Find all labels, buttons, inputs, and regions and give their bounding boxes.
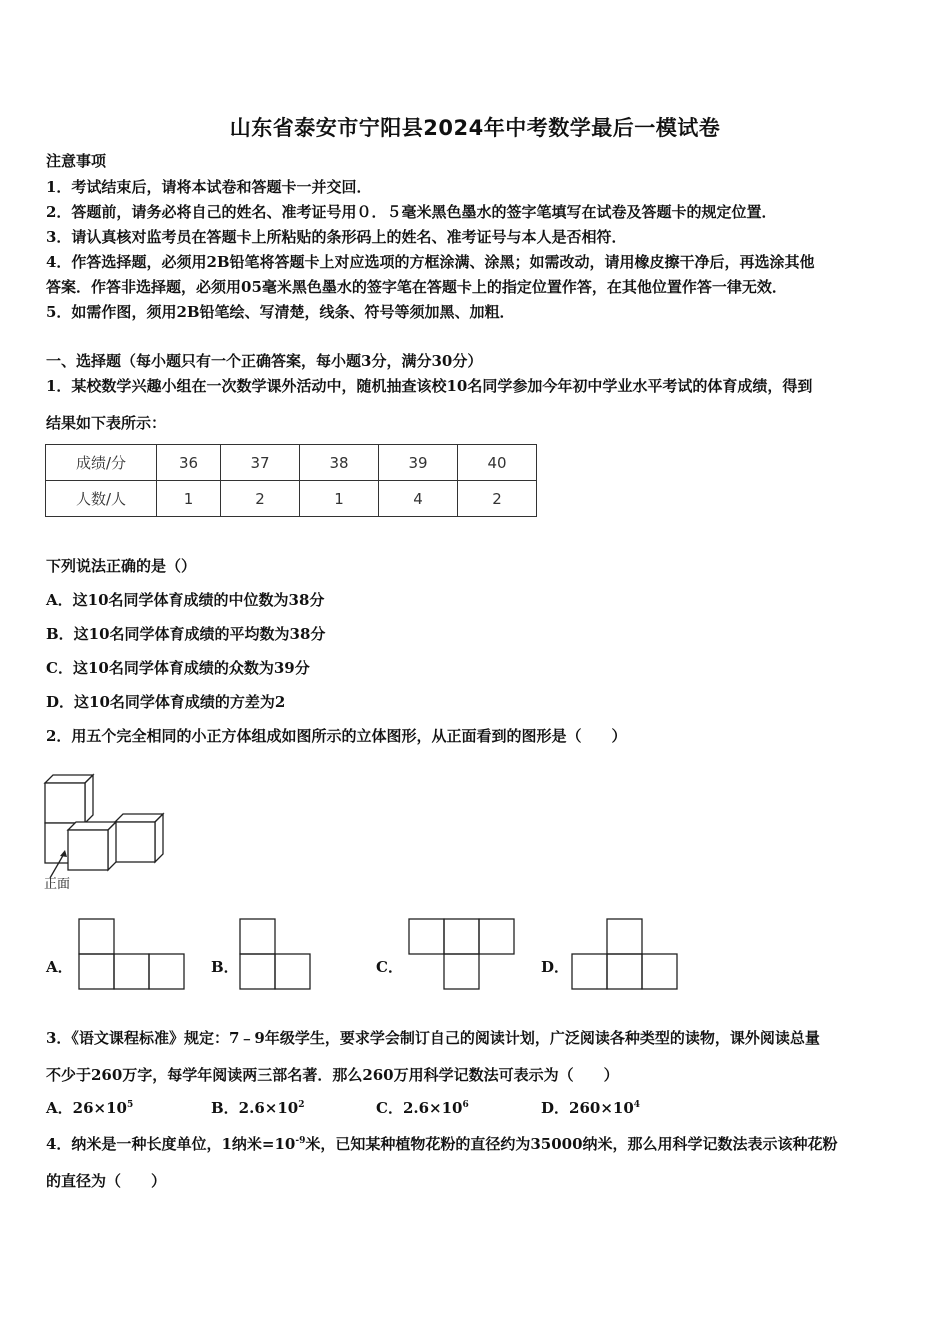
table-cell: 2 — [458, 481, 537, 517]
notice-item: 4．作答选择题，必须用2B铅笔将答题卡上对应选项的方框涂满、涂黑；如需改动，请用橡皮擦干净后，再选涂其他 — [46, 253, 815, 271]
q3-option-b[interactable] — [211, 1098, 304, 1118]
q1-option-d: D．这10名同学体育成绩的方差为2 — [46, 693, 286, 711]
q3-text: 不少于260万字，每学年阅读两三部名著．那么260万用科学记数法可表示为（ ） — [46, 1066, 619, 1084]
exponent: 5 — [126, 1100, 134, 1110]
q2-option-d-label[interactable]: D． — [541, 958, 570, 976]
q4-text-part: 4．纳米是一种长度单位，1纳米=10 — [46, 1135, 296, 1153]
table-cell: 2 — [221, 481, 300, 517]
q2-option-d-figure[interactable] — [568, 915, 680, 995]
table-cell: 39 — [379, 445, 458, 481]
notice-item: 答案．作答非选择题，必须用05毫米黑色墨水的签字笔在答题卡上的指定位置作答，在其他位置作答一律无效． — [46, 278, 787, 296]
table-cell: 40 — [458, 445, 537, 481]
q1-option-c: C．这10名同学体育成绩的众数为39分 — [46, 659, 310, 677]
q4-text: 的直径为（ ） — [46, 1172, 167, 1190]
table-row — [46, 445, 537, 481]
q4-text-part: 米，已知某种植物花粉的直径约为35000纳米，那么用科学记数法表示该种花粉 — [305, 1135, 838, 1153]
front-label: 正面 — [44, 877, 71, 892]
q3-option-text: D．260×10 — [541, 1099, 634, 1117]
q3-option-text: C．2.6×10 — [376, 1099, 463, 1117]
q3-option-c[interactable] — [376, 1098, 469, 1118]
q2-text: 2．用五个完全相同的小正方体组成如图所示的立体图形，从正面看到的图形是（ ） — [46, 727, 627, 745]
notice-heading: 注意事项 — [46, 152, 107, 170]
table-cell: 成绩/分 — [46, 445, 157, 481]
exponent: 6 — [462, 1100, 469, 1110]
exponent: -9 — [295, 1136, 306, 1146]
table-row — [46, 481, 537, 517]
table-cell: 1 — [300, 481, 379, 517]
table-cell: 1 — [157, 481, 221, 517]
score-table — [45, 444, 537, 517]
q2-option-c-figure[interactable] — [405, 915, 519, 995]
notice-item: 1．考试结束后，请将本试卷和答题卡一并交回． — [46, 178, 372, 196]
table-cell: 37 — [221, 445, 300, 481]
q2-option-b-label[interactable]: B． — [211, 958, 239, 976]
q1-text: 1．某校数学兴趣小组在一次数学课外活动中，随机抽查该校10名同学参加今年初中学业水平考试的体育成绩，得到 — [46, 377, 813, 395]
exponent: 2 — [298, 1100, 305, 1110]
q1-option-a: A．这10名同学体育成绩的中位数为38分 — [46, 591, 325, 609]
q3-option-text: B．2.6×10 — [211, 1099, 299, 1117]
q1-option-b: B．这10名同学体育成绩的平均数为38分 — [46, 625, 326, 643]
exponent: 4 — [633, 1100, 641, 1110]
table-cell: 36 — [157, 445, 221, 481]
q2-option-a-label[interactable]: A． — [46, 958, 73, 976]
q3-option-text: A．26×10 — [46, 1099, 127, 1117]
section-heading: 一、选择题（每小题只有一个正确答案，每小题3分，满分30分） — [46, 352, 483, 370]
q3-text: 3．《语文课程标准》规定：7﹣9年级学生，要求学会制订自己的阅读计划，广泛阅读各种类型的读物，课外阅读总量 — [46, 1029, 820, 1047]
q2-option-b-figure[interactable] — [236, 915, 316, 995]
notice-item: 3．请认真核对监考员在答题卡上所粘贴的条形码上的姓名、准考证号与本人是否相符． — [46, 228, 627, 246]
table-cell: 38 — [300, 445, 379, 481]
q2-option-a-figure[interactable] — [75, 915, 187, 995]
q1-text: 结果如下表所示： — [46, 414, 167, 432]
q2-option-c-label[interactable]: C． — [376, 958, 403, 976]
q3-option-a[interactable] — [46, 1098, 133, 1118]
notice-item: 5．如需作图，须用2B铅笔绘、写清楚，线条、符号等须加黑、加粗． — [46, 303, 515, 321]
q3-option-d[interactable] — [541, 1098, 640, 1118]
page-title: 山东省泰安市宁阳县2024年中考数学最后一模试卷 — [229, 116, 721, 140]
cube-figure — [40, 770, 170, 895]
notice-item: 2．答题前，请务必将自己的姓名、准考证号用０．５毫米黑色墨水的签字笔填写在试卷及答题卡的规定位置． — [46, 203, 777, 221]
q1-prompt: 下列说法正确的是（） — [46, 557, 197, 575]
table-cell: 人数/人 — [46, 481, 157, 517]
q4-text — [46, 1134, 838, 1154]
table-cell: 4 — [379, 481, 458, 517]
